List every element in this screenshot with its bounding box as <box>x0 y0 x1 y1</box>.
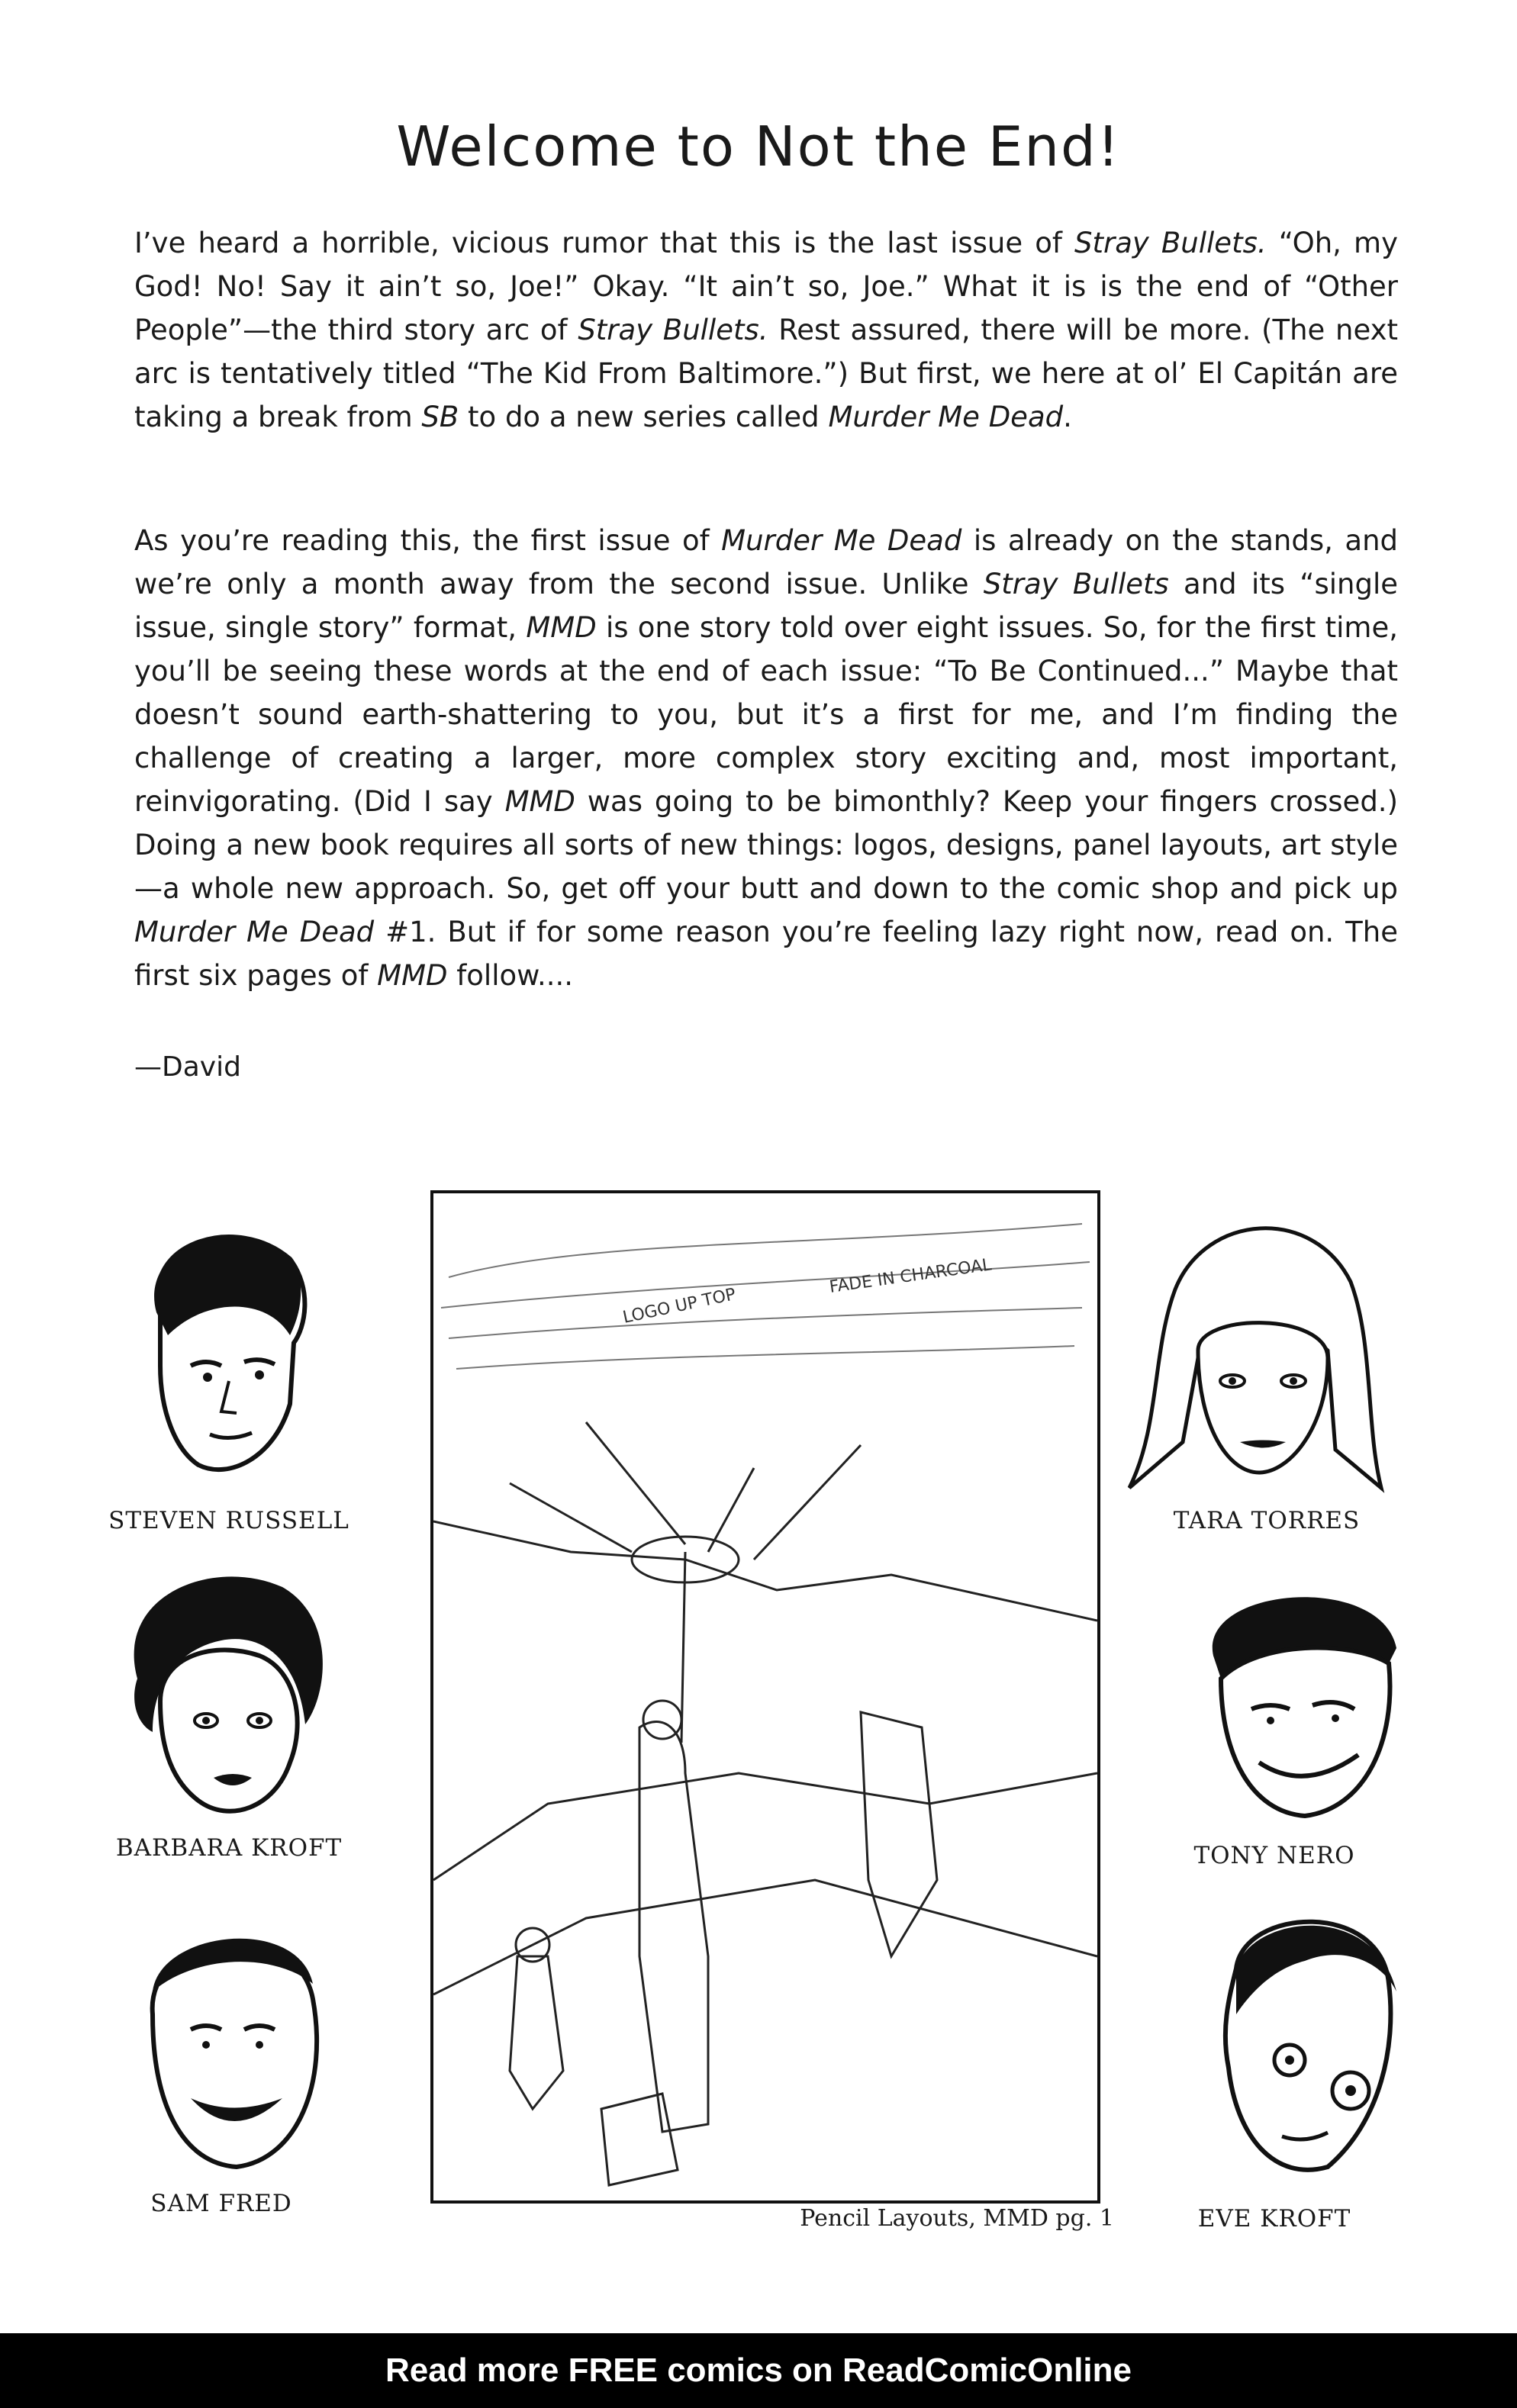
label-steven-russell: STEVEN RUSSELL <box>108 1507 349 1534</box>
pencil-layout-panel <box>430 1190 1100 2204</box>
portrait-tara-torres <box>1114 1198 1389 1503</box>
portrait-steven-russell <box>114 1213 328 1495</box>
signature: —David <box>134 1051 241 1083</box>
label-tara-torres: TARA TORRES <box>1173 1507 1361 1534</box>
portrait-sam-fred <box>122 1900 336 2182</box>
paragraph-2 <box>134 519 1398 997</box>
portrait-eve-kroft <box>1190 1892 1419 2190</box>
italic-title-text: MMD <box>504 785 575 818</box>
italic-title-text: Stray Bullets <box>983 568 1169 600</box>
page-title: Welcome to Not the End! <box>396 114 1121 179</box>
panel-note-logo: LOGO UP TOP <box>621 1285 738 1328</box>
label-tony-nero: TONY NERO <box>1193 1842 1355 1869</box>
body-text-span: I’ve heard a horrible, vicious rumor that this is the last issue of <box>134 227 1075 259</box>
italic-title-text: SB <box>421 401 459 433</box>
body-text-span: is one story told over eight issues. So, for the first time, you’ll be seeing these words at the end of each issue: “To Be Continued...” Maybe that doesn’t sound earth-shattering to you, but it’s a first for me, and I’m finding the challenge of creating a larger, more complex story exciting and, most important, reinvigorating. (Did I say <box>134 611 1398 818</box>
body-text-span: Rest assured, there will be more. (The next arc is tentatively titled “The Kid From Baltimore.”) But first, we here at ol’ El Capitán are taking a break from <box>134 314 1399 433</box>
italic-title-text: MMD <box>526 611 597 644</box>
body-text-span: follow.... <box>447 959 574 992</box>
body-text-span: “Oh, my God! No! Say it ain’t so, Joe!” Okay. “It ain’t so, Joe.” What it is is the end of “Other People”—the third story arc of <box>134 227 1398 346</box>
body-text-span: is already on the stands, and we’re only a month away from the second issue. Unlike <box>134 524 1399 600</box>
italic-title-text: Murder Me Dead <box>828 401 1064 433</box>
italic-title-text: MMD <box>377 959 448 992</box>
italic-title-text: Stray Bullets. <box>1074 227 1267 259</box>
label-sam-fred: SAM FRED <box>150 2190 292 2217</box>
body-text-span: #1. But if for some reason you’re feeling lazy right now, read on. The first six pages of <box>134 916 1399 992</box>
panel-note-fade: FADE IN CHARCOAL <box>828 1255 993 1297</box>
label-barbara-kroft: BARBARA KROFT <box>115 1834 343 1862</box>
pencil-sketch-drawing <box>433 1193 1097 2200</box>
italic-title-text: Murder Me Dead <box>134 916 375 948</box>
panel-caption: Pencil Layouts, MMD pg. 1 <box>800 2205 1114 2232</box>
body-text-span: and its “single issue, single story” format, <box>134 568 1398 644</box>
italic-title-text: Murder Me Dead <box>721 524 962 557</box>
portrait-tony-nero <box>1183 1557 1419 1831</box>
body-text-span: . <box>1063 401 1072 433</box>
paragraph-1 <box>134 221 1398 439</box>
body-text-span: to do a new series called <box>459 401 829 433</box>
footer-banner[interactable]: Read more FREE comics on ReadComicOnline <box>0 2333 1517 2408</box>
label-eve-kroft: EVE KROFT <box>1197 2205 1351 2233</box>
body-text-span: was going to be bimonthly? Keep your fingers crossed.) Doing a new book requires all sorts of new things: logos, designs, panel layouts, art style—a whole new approach. So, get off your butt and down to the comic shop and pick up <box>134 785 1398 905</box>
italic-title-text: Stray Bullets. <box>578 314 768 346</box>
body-text-span: As you’re reading this, the first issue of <box>134 524 722 557</box>
portrait-barbara-kroft <box>107 1564 336 1831</box>
